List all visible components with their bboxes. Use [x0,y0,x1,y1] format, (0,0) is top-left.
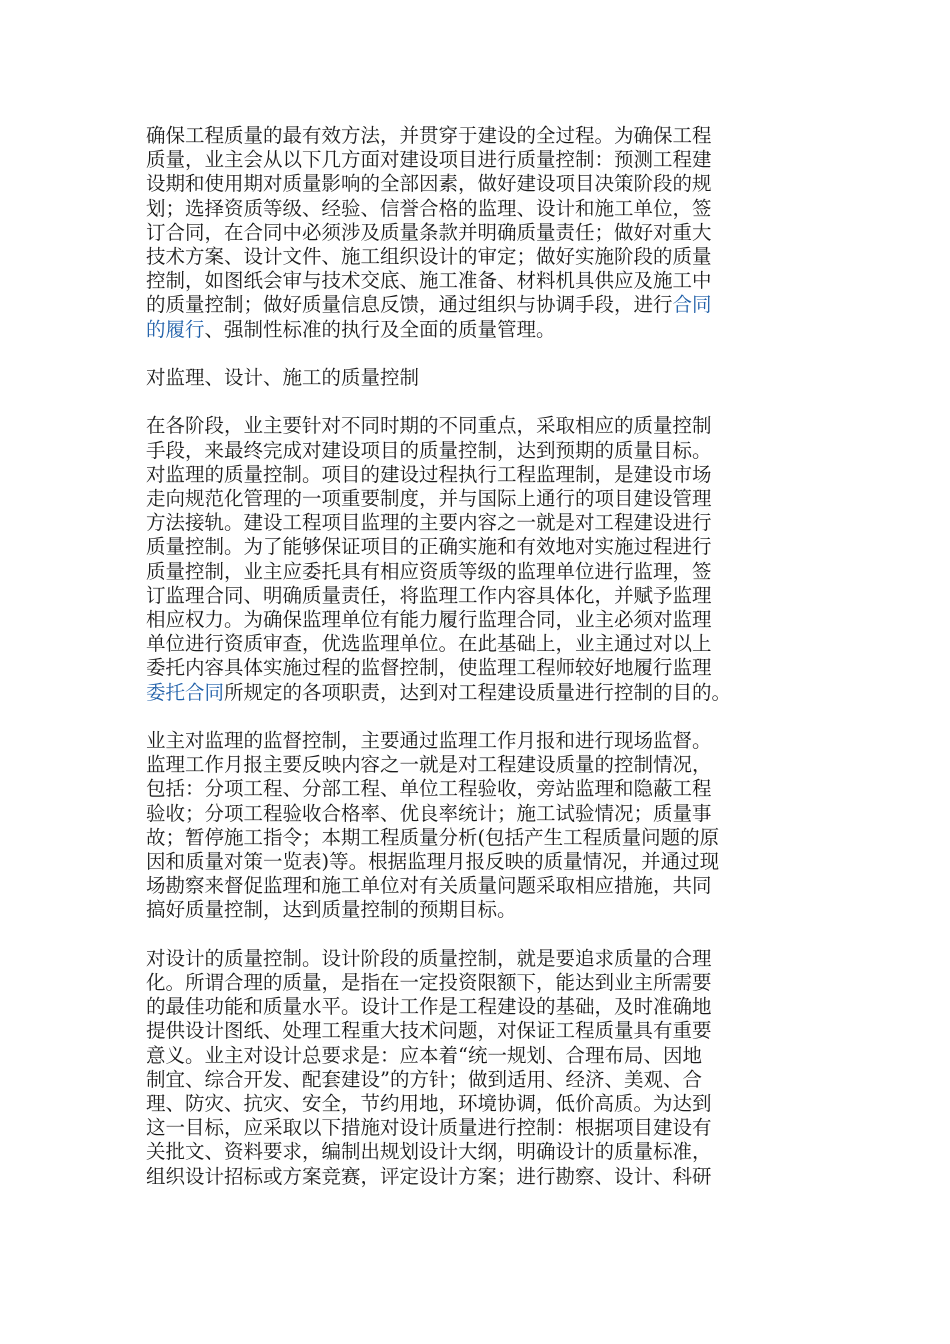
text-line: 在各阶段，业主要针对不同时期的不同重点，采取相应的质量控制 [146,414,712,438]
text-line: 组织设计招标或方案竞赛，评定设计方案；进行勘察、设计、科研 [146,1164,712,1188]
text-line: 对设计的质量控制。设计阶段的质量控制，就是要追求质量的合理 [146,946,712,970]
text-line: 对监理的质量控制。项目的建设过程执行工程监理制，是建设市场 [146,462,712,486]
text-line: 监理工作月报主要反映内容之一就是对工程建设质量的控制情况， [146,753,712,777]
document-page [146,124,806,1189]
text-segment: 的质量控制；做好质量信息反馈，通过组织与协调手段，进行 [146,293,673,317]
text-line: 手段，来最终完成对建设项目的质量控制，达到预期的质量目标。 [146,438,712,462]
text-line: 方法接轨。建设工程项目监理的主要内容之一就是对工程建设进行 [146,511,712,535]
paragraph-gap [146,705,806,729]
text-line: 提供设计图纸、处理工程重大技术问题，对保证工程质量具有重要 [146,1019,712,1043]
text-line: 质量，业主会从以下几方面对建设项目进行质量控制：预测工程建 [146,148,712,172]
text-line: 故；暂停施工指令；本期工程质量分析(包括产生工程质量问题的原 [146,825,720,849]
text-line: 业主对监理的监督控制，主要通过监理工作月报和进行现场监督。 [146,729,712,753]
text-line: 相应权力。为确保监理单位有能力履行监理合同，业主必须对监理 [146,608,712,632]
text-line: 质量控制。为了能够保证项目的正确实施和有效地对实施过程进行 [146,535,712,559]
text-line [146,681,806,705]
contract-performance-link[interactable]: 合同 [672,293,712,317]
paragraph-monthly-report [146,729,806,923]
text-line: 关批文、资料要求，编制出规划设计大纲，明确设计的质量标准， [146,1140,712,1164]
text-line: 场勘察来督促监理和施工单位对有关质量问题采取相应措施，共同 [146,874,712,898]
text-segment: 、强制性标准的执行及全面的质量管理。 [204,317,556,341]
text-line: 委托内容具体实施过程的监督控制，使监理工程师较好地履行监理 [146,656,712,680]
paragraph-design-control [146,947,806,1189]
text-line: 订监理合同、明确质量责任，将监理工作内容具体化，并赋予监理 [146,583,712,607]
text-line: 制宜、综合开发、配套建设”的方针；做到适用、经济、美观、合 [146,1067,702,1091]
paragraph-gap [146,342,806,366]
text-line: 确保工程质量的最有效方法，并贯穿于建设的全过程。为确保工程 [146,124,712,147]
text-line: 搞好质量控制，达到质量控制的预期目标。 [146,898,517,922]
section-heading [146,366,806,390]
text-line: 控制，如图纸会审与技术交底、施工准备、材料机具供应及施工中 [146,269,712,293]
entrustment-contract-link[interactable]: 委托合同 [146,680,225,704]
contract-performance-link-cont[interactable]: 的履行 [146,317,205,341]
text-segment: 所规定的各项职责，达到对工程建设质量进行控制的目的。 [224,680,732,704]
paragraph-supervision-control [146,414,806,704]
text-line: 验收；分项工程验收合格率、优良率统计；施工试验情况；质量事 [146,801,712,825]
text-line: 技术方案、设计文件、施工组织设计的审定；做好实施阶段的质量 [146,245,712,269]
text-line: 走向规范化管理的一项重要制度，并与国际上通行的项目建设管理 [146,487,712,511]
text-line: 设期和使用期对质量影响的全部因素，做好建设项目决策阶段的规 [146,172,712,196]
text-line [146,318,806,342]
paragraph-gap [146,390,806,414]
text-line: 单位进行资质审查，优选监理单位。在此基础上，业主通过对以上 [146,632,712,656]
text-line: 因和质量对策一览表)等。根据监理月报反映的质量情况，并通过现 [146,850,720,874]
paragraph-gap [146,923,806,947]
text-line: 订合同，在合同中必须涉及质量条款并明确质量责任；做好对重大 [146,220,712,244]
text-line: 化。所谓合理的质量，是指在一定投资限额下，能达到业主所需要 [146,971,712,995]
paragraph-quality-methods [146,124,806,342]
text-line: 质量控制，业主应委托具有相应资质等级的监理单位进行监理，签 [146,559,712,583]
text-line: 理、防灾、抗灾、安全，节约用地，环境协调，低价高质。为达到 [146,1092,712,1116]
text-line: 包括：分项工程、分部工程、单位工程验收，旁站监理和隐蔽工程 [146,777,712,801]
text-line: 这一目标，应采取以下措施对设计质量进行控制：根据项目建设有 [146,1116,712,1140]
text-line [146,293,806,317]
text-line: 划；选择资质等级、经验、信誉合格的监理、设计和施工单位，签 [146,196,712,220]
text-line: 意义。业主对设计总要求是：应本着“统一规划、合理布局、因地 [146,1043,702,1067]
text-line: 的最佳功能和质量水平。设计工作是工程建设的基础，及时准确地 [146,995,712,1019]
heading-text: 对监理、设计、施工的质量控制 [146,366,420,390]
